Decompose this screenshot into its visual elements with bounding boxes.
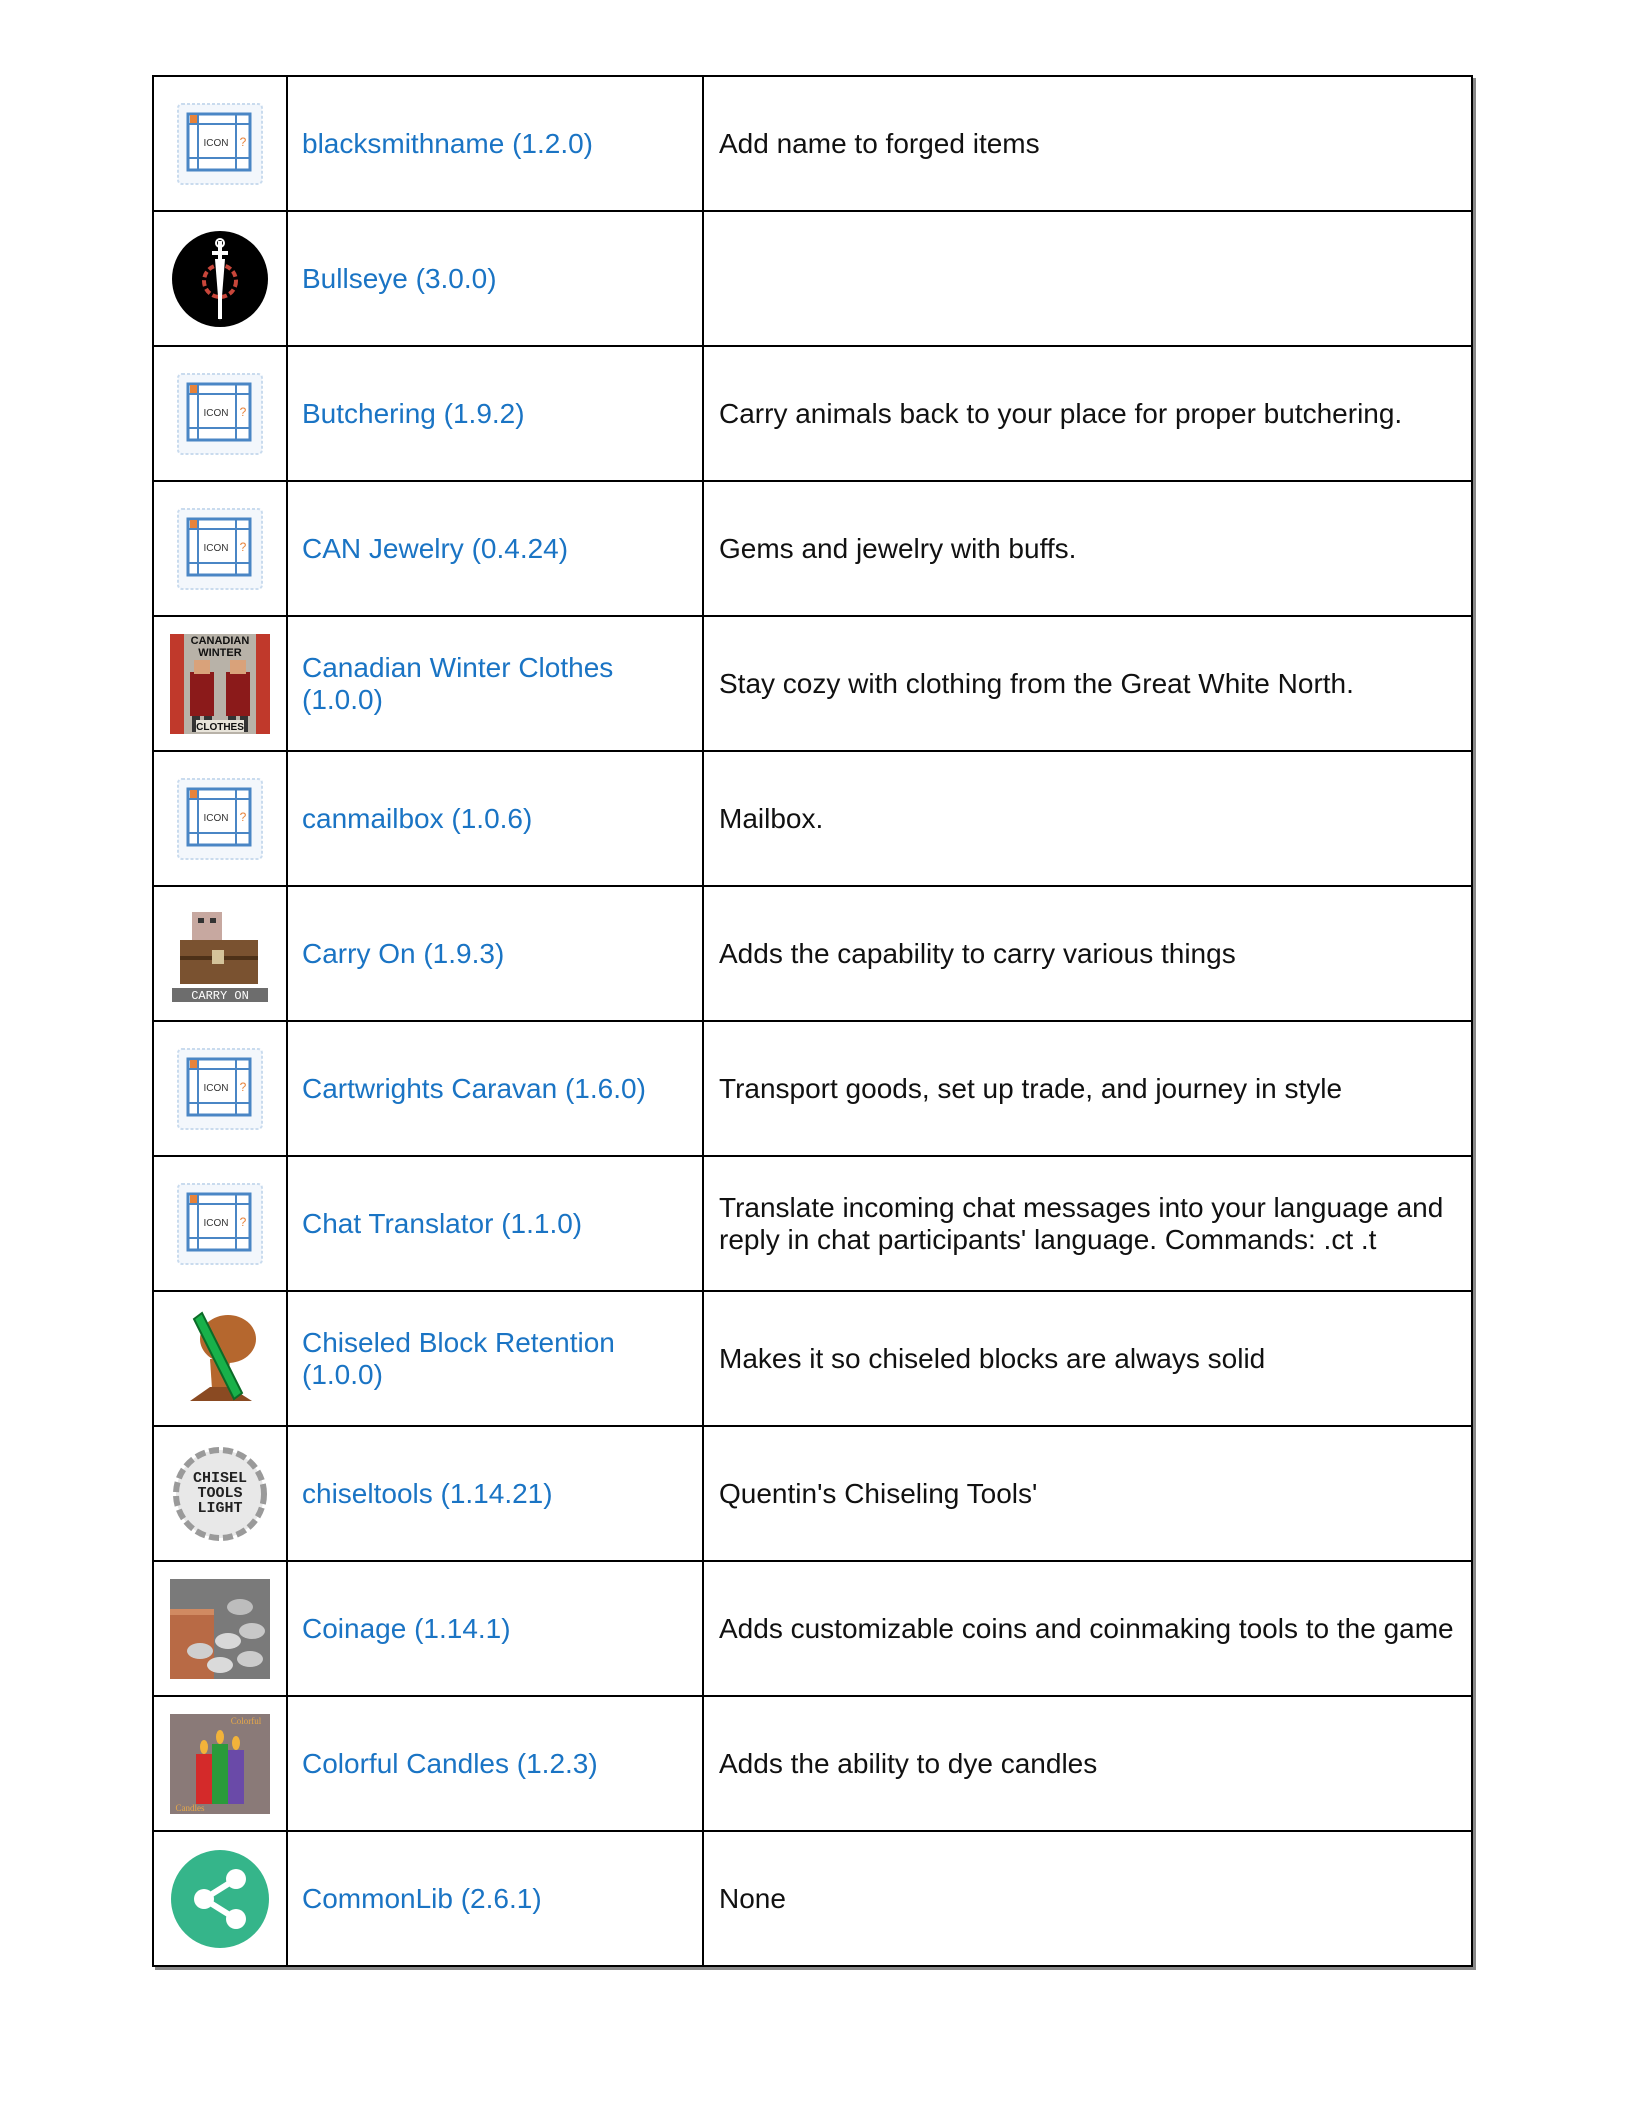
svg-text:ICON: ICON (203, 1217, 229, 1229)
table-row (153, 1696, 1472, 1831)
placeholder-icon (170, 1174, 270, 1274)
mod-name-link[interactable]: Cartwrights Caravan (1.6.0) (302, 1072, 646, 1104)
placeholder-icon (170, 499, 270, 599)
svg-text:CLOTHES: CLOTHES (196, 721, 244, 733)
mod-description: Carry animals back to your place for proper butchering. (719, 397, 1403, 429)
carry-on-icon (170, 904, 270, 1004)
svg-text:TOOLS: TOOLS (197, 1484, 243, 1502)
mod-name-link[interactable]: Coinage (1.14.1) (302, 1612, 511, 1644)
svg-text:Colorful: Colorful (230, 1715, 262, 1726)
mod-table-body (153, 76, 1472, 1966)
svg-text:?: ? (239, 1214, 247, 1229)
svg-text:?: ? (239, 134, 247, 149)
mod-name-link[interactable]: Carry On (1.9.3) (302, 937, 505, 969)
table-row (153, 1426, 1472, 1561)
svg-text:ICON: ICON (203, 542, 229, 554)
mod-name-link[interactable]: Bullseye (3.0.0) (302, 262, 497, 294)
table-row (153, 1831, 1472, 1966)
svg-text:CARRY ON: CARRY ON (191, 988, 249, 1003)
table-row (153, 346, 1472, 481)
coins-icon (170, 1579, 270, 1679)
svg-text:ICON: ICON (203, 812, 229, 824)
placeholder-icon (170, 364, 270, 464)
mod-name-link[interactable]: Chiseled Block Retention (1.0.0) (302, 1326, 615, 1390)
svg-text:?: ? (239, 539, 247, 554)
mod-description: None (719, 1882, 786, 1914)
svg-text:?: ? (239, 1079, 247, 1094)
mod-table (152, 75, 1471, 1967)
mod-name-link[interactable]: canmailbox (1.0.6) (302, 802, 533, 834)
mod-description: Add name to forged items (719, 127, 1040, 159)
placeholder-icon (170, 1039, 270, 1139)
svg-text:CANADIAN: CANADIAN (190, 634, 250, 647)
mod-name-link[interactable]: Chat Translator (1.1.0) (302, 1207, 583, 1239)
table-row (153, 76, 1472, 211)
table-row (153, 886, 1472, 1021)
mod-name-link[interactable]: chiseltools (1.14.21) (302, 1477, 553, 1509)
mod-description: Adds the ability to dye candles (719, 1747, 1098, 1779)
dagger-gear-icon (170, 229, 270, 329)
svg-text:WINTER: WINTER (198, 646, 242, 659)
mod-description: Stay cozy with clothing from the Great White North. (719, 667, 1354, 699)
mod-description: Mailbox. (719, 802, 824, 834)
table-row (153, 1291, 1472, 1426)
mod-description: Translate incoming chat messages into your language and reply in chat participants' language. Commands: .ct .t (719, 1191, 1444, 1255)
placeholder-icon (170, 769, 270, 869)
svg-text:?: ? (239, 809, 247, 824)
mod-description: Makes it so chiseled blocks are always solid (719, 1342, 1266, 1374)
mod-description: Adds the capability to carry various things (719, 937, 1236, 969)
svg-text:ICON: ICON (203, 1082, 229, 1094)
mod-name-link[interactable]: Butchering (1.9.2) (302, 397, 525, 429)
table-row (153, 616, 1472, 751)
mod-description: Quentin's Chiseling Tools' (719, 1477, 1038, 1509)
canadian-winter-clothes-icon (170, 634, 270, 734)
svg-text:?: ? (239, 404, 247, 419)
mod-name-link[interactable]: blacksmithname (1.2.0) (302, 127, 594, 159)
mod-description: Adds customizable coins and coinmaking tools to the game (719, 1612, 1454, 1644)
candles-icon (170, 1714, 270, 1814)
placeholder-icon (170, 94, 270, 194)
mod-name-link[interactable]: Colorful Candles (1.2.3) (302, 1747, 598, 1779)
table-row (153, 751, 1472, 886)
table-row (153, 481, 1472, 616)
mod-description: Gems and jewelry with buffs. (719, 532, 1077, 564)
svg-text:Candles: Candles (175, 1802, 205, 1813)
mod-name-link[interactable]: Canadian Winter Clothes (1.0.0) (302, 651, 614, 715)
mod-name-link[interactable]: CommonLib (2.6.1) (302, 1882, 542, 1914)
table-row (153, 211, 1472, 346)
svg-text:ICON: ICON (203, 407, 229, 419)
chisel-tree-icon (170, 1309, 270, 1409)
svg-text:CHISEL: CHISEL (192, 1469, 248, 1487)
svg-text:ICON: ICON (203, 137, 229, 149)
mod-description: Transport goods, set up trade, and journey in style (719, 1072, 1343, 1104)
svg-text:LIGHT: LIGHT (197, 1499, 243, 1517)
table-row (153, 1156, 1472, 1291)
mod-name-link[interactable]: CAN Jewelry (0.4.24) (302, 532, 569, 564)
chisel-tools-light-icon (170, 1444, 270, 1544)
table-row (153, 1021, 1472, 1156)
table-row (153, 1561, 1472, 1696)
share-icon (170, 1849, 270, 1949)
